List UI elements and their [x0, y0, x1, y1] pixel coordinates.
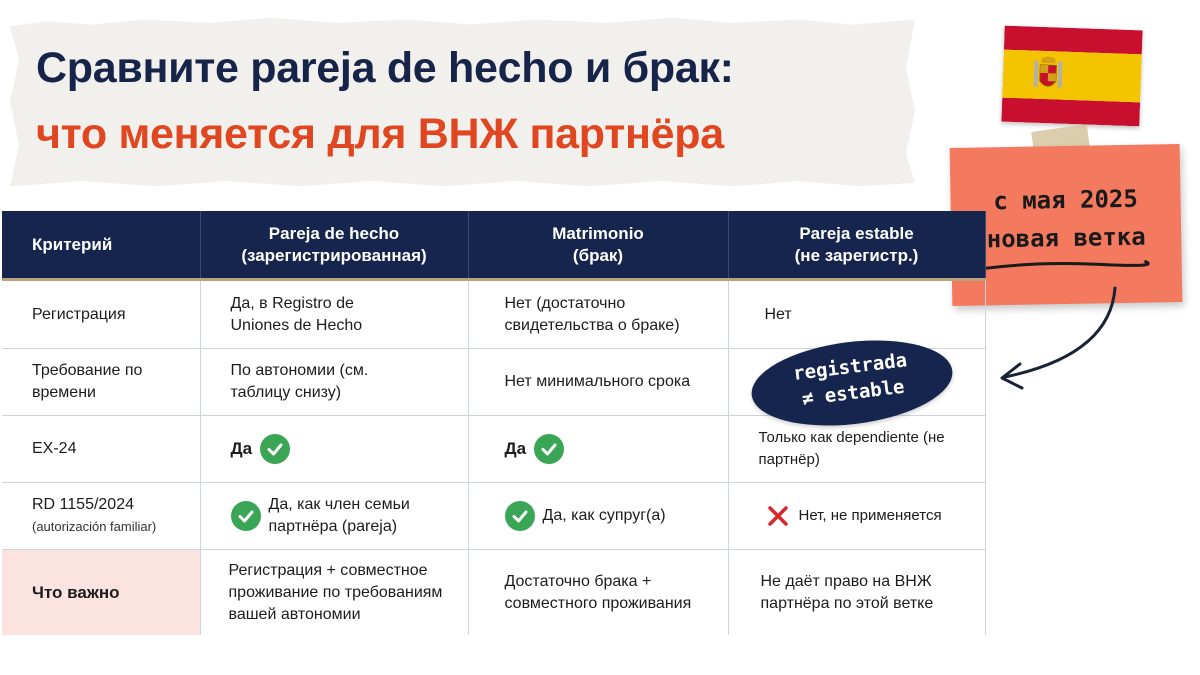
criterion-cell: RD 1155/2024 (autorización familiar) — [2, 483, 200, 550]
check-icon — [534, 434, 564, 464]
hecho-cell: Да — [200, 416, 468, 483]
hecho-cell: Регистрация + совместное проживание по требованиям вашей автономии — [200, 550, 468, 636]
coat-of-arms-icon — [1030, 55, 1065, 96]
matrimonio-cell: Нет (достаточно свидетельства о браке) — [468, 280, 728, 349]
header-pareja-de-hecho: Pareja de hecho (зарегистрированная) — [200, 211, 468, 280]
check-icon — [231, 501, 261, 531]
table-row — [2, 550, 985, 636]
page-subtitle: что меняется для ВНЖ партнёра — [36, 110, 724, 158]
table-row — [2, 483, 985, 550]
arrow-icon — [990, 280, 1130, 400]
matrimonio-cell: Нет минимального срока — [468, 349, 728, 416]
estable-cell: Не даёт право на ВНЖ партнёра по этой ветке — [728, 550, 985, 636]
underline-scribble — [980, 257, 1150, 274]
stamp-line2: ≠ estable — [800, 375, 906, 411]
estable-cell: Нет, не применяется — [728, 483, 985, 550]
criterion-cell: Регистрация — [2, 280, 200, 349]
cross-icon — [765, 503, 791, 529]
spain-flag-icon — [1001, 26, 1142, 127]
matrimonio-cell: Да, как супруг(а) — [468, 483, 728, 550]
page-title: Сравните pareja de hecho и брак: — [36, 44, 734, 92]
check-icon — [505, 501, 535, 531]
header-criterion: Критерий — [2, 211, 200, 280]
criterion-note: (autorización familiar) — [32, 519, 157, 534]
stamp-line1: registrada — [791, 349, 909, 386]
sticky-note-line2: новая ветка — [986, 222, 1146, 254]
matrimonio-cell: Достаточно брака + совместного проживания — [468, 550, 728, 636]
estable-cell: Нет — [728, 280, 985, 349]
header-pareja-estable: Pareja estable (не зарегистр.) — [728, 211, 985, 280]
check-icon — [260, 434, 290, 464]
table-row — [2, 416, 985, 483]
hecho-cell: Да, в Registro de Uniones de Hecho — [200, 280, 468, 349]
criterion-cell: EX-24 — [2, 416, 200, 483]
table-row — [2, 280, 985, 349]
matrimonio-cell: Да — [468, 416, 728, 483]
sticky-note-line1: с мая 2025 — [993, 184, 1139, 216]
criterion-cell-highlight: Что важно — [2, 550, 200, 636]
title-banner — [10, 16, 915, 188]
estable-cell: Только как dependiente (не партнёр) — [728, 416, 985, 483]
criterion-cell: Требование по времени — [2, 349, 200, 416]
hecho-cell: Да, как член семьи партнёра (pareja) — [200, 483, 468, 550]
header-matrimonio: Matrimonio (брак) — [468, 211, 728, 280]
hecho-cell: По автономии (см. таблицу снизу) — [200, 349, 468, 416]
